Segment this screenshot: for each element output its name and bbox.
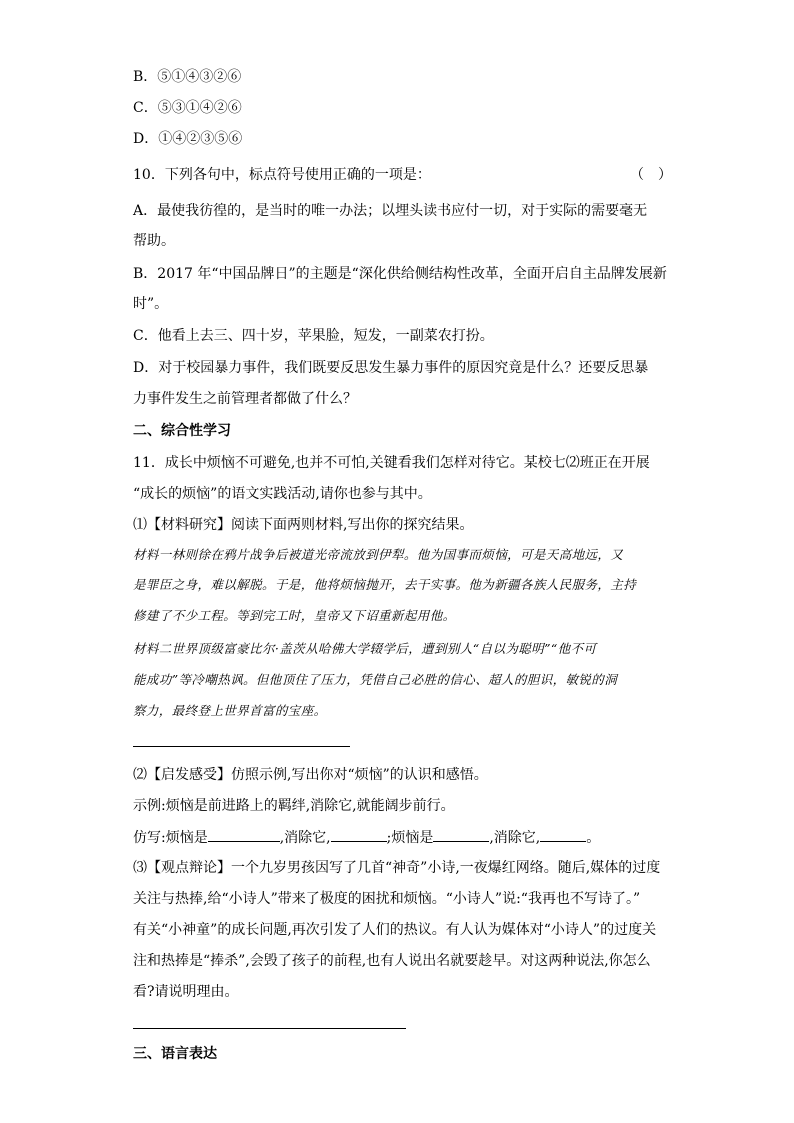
q11-stem-line1: 11．成长中烦恼不可避免,也并不可怕,关键看我们怎样对待它。某校七⑵班正在开展 — [133, 455, 650, 471]
material-1-line3: 修建了不少工程。等到完工时，皇帝又下诏重新起用他。 — [133, 608, 456, 623]
answer-line-part3[interactable] — [133, 1028, 406, 1029]
q11-stem-line2: “成长的烦恼”的语文实践活动,请你也参与其中。 — [133, 486, 432, 502]
imitation-text-4: ,消除它, — [489, 830, 541, 846]
imitation-text-3: ;烦恼是 — [386, 830, 434, 846]
q10-option-b-line2: 时”。 — [133, 296, 169, 312]
q10-option-b-line1: B．2017 年“中国品牌日”的主题是“深化供给侧结构性改革，全面开启自主品牌发展新 — [133, 266, 667, 282]
option-d-q9: D．①④②③⑤⑥ — [133, 131, 243, 147]
q10-stem: 10．下列各句中，标点符号使用正确的一项是： — [133, 167, 431, 183]
imitation-blank-4[interactable] — [540, 827, 586, 842]
option-b-q9: B．⑤①④③②⑥ — [133, 69, 242, 85]
q10-answer-paren: （ ） — [630, 167, 672, 183]
material-2-line2: 能成功”等冷嘲热讽。但他顶住了压力，凭借自己必胜的信心、超人的胆识，敏锐的洞 — [133, 672, 618, 687]
q11-imitation-row — [133, 827, 600, 848]
q10-option-d-line2: 力事件发生之前管理者都做了什么？ — [133, 391, 357, 407]
q11-part3-line4: 注和热捧是“捧杀”,会毁了孩子的前程,也有人说出名就要趁早。对这两种说法,你怎么 — [133, 953, 651, 969]
imitation-blank-2[interactable] — [331, 827, 387, 842]
material-1-line1: 材料一林则徐在鸦片战争后被道光帝流放到伊犁。他为国事而烦恼，可是天高地远，又 — [133, 547, 624, 562]
section-heading-2: 二、综合性学习 — [133, 423, 231, 439]
imitation-text-2: ,消除它, — [279, 830, 331, 846]
material-2-line3: 察力，最终登上世界首富的宝座。 — [133, 703, 327, 718]
q11-part3-line5: 看?请说明理由。 — [133, 984, 239, 1000]
section-heading-3: 三、语言表达 — [133, 1046, 217, 1062]
answer-line-part1[interactable] — [133, 746, 350, 747]
q11-part3-line3: 有关“小神童”的成长问题,再次引发了人们的热议。有人认为媒体对“小诗人”的过度关 — [133, 922, 657, 938]
imitation-text-5: 。 — [586, 830, 601, 846]
q11-part1-prompt: ⑴【材料研究】阅读下面两则材料,写出你的探究结果。 — [133, 517, 474, 533]
imitation-blank-3[interactable] — [433, 827, 489, 842]
q10-option-a-line2: 帮助。 — [133, 233, 175, 249]
q10-option-d-line1: D．对于校园暴力事件，我们既要反思发生暴力事件的原因究竟是什么？还要反思暴 — [133, 360, 649, 376]
q11-example: 示例:烦恼是前进路上的羁绊,消除它,就能阔步前行。 — [133, 798, 455, 814]
imitation-blank-1[interactable] — [208, 827, 280, 842]
q11-part2-prompt: ⑵【启发感受】仿照示例,写出你对“烦恼”的认识和感悟。 — [133, 767, 488, 783]
material-1-line2: 是罪臣之身，难以解脱。于是，他将烦恼抛开，去干实事。他为新疆各族人民服务，主持 — [133, 577, 637, 592]
q10-option-a-line1: A．最使我彷徨的，是当时的唯一办法；以埋头读书应付一切，对于实际的需要毫无 — [133, 203, 648, 219]
imitation-text-1: 仿写:烦恼是 — [133, 830, 208, 846]
q11-part3-line1: ⑶【观点辩论】一个九岁男孩因写了几首“神奇”小诗,一夜爆红网络。随后,媒体的过度 — [133, 860, 661, 876]
option-c-q9: C．⑤③①④②⑥ — [133, 100, 242, 116]
q11-part3-line2: 关注与热捧,给“小诗人”带来了极度的困扰和烦恼。“小诗人”说:“我再也不写诗了。” — [133, 891, 641, 907]
q10-option-c: C．他看上去三、四十岁，苹果脸，短发，一副菜农打扮。 — [133, 328, 494, 344]
material-2-line1: 材料二世界顶级富豪比尔·盖茨从哈佛大学辍学后，遭到别人“自以为聪明”“他不可 — [133, 641, 597, 656]
